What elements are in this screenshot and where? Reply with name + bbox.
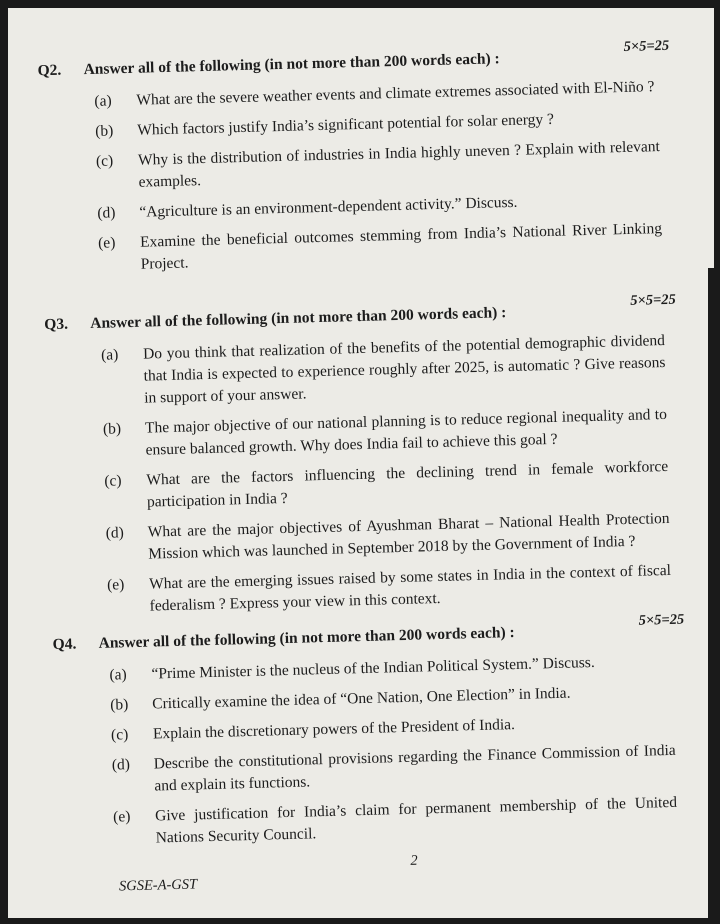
item-text: Why is the distribution of industries in India highly uneven ? Explain with relevant examples. xyxy=(137,138,661,191)
item-label: (e) xyxy=(97,234,116,252)
paper-sheet xyxy=(8,8,714,918)
question-number: Q3. xyxy=(44,315,69,334)
exam-page xyxy=(8,8,714,918)
item-text: Which factors justify India’s significant potential for solar energy ? xyxy=(136,110,555,139)
question-4-section xyxy=(52,611,697,852)
item-label: (a) xyxy=(94,92,112,110)
item-text: Do you think that realization of the benefits of the potential demographic dividend that India is expected to experience roughly after 2025, is automatic ? Give reasons in support of your answer. xyxy=(142,332,666,407)
item-label: (d) xyxy=(97,204,116,222)
question-marks: 5×5=25 xyxy=(630,291,677,309)
item-text: The major objective of our national planning is to reduce regional inequality and to ensure balanced growth. Why does India fail to achieve this goal ? xyxy=(144,405,668,459)
page-number: 2 xyxy=(410,852,418,869)
question-instruction: Answer all of the following (in not more than 200 words each) : xyxy=(98,624,515,652)
question-3-section xyxy=(44,291,692,620)
question-item xyxy=(45,329,687,412)
question-item xyxy=(42,218,683,279)
item-text: “Prime Minister is the nucleus of the Indian Political System.” Discuss. xyxy=(151,653,595,683)
item-label: (d) xyxy=(111,756,131,774)
item-label: (b) xyxy=(95,122,114,140)
question-number: Q2. xyxy=(37,61,62,80)
item-text: What are the factors influencing the declining trend in female workforce participation in India ? xyxy=(146,457,669,511)
item-text: What are the severe weather events and climate extremes associated with El-Niño ? xyxy=(136,78,655,109)
item-label: (e) xyxy=(112,808,131,826)
item-label: (b) xyxy=(102,420,122,438)
item-text: Critically examine the idea of “One Nation, One Election” in India. xyxy=(152,684,571,713)
item-label: (a) xyxy=(109,666,127,684)
item-label: (a) xyxy=(100,346,119,364)
question-item xyxy=(40,136,681,197)
question-item xyxy=(47,403,688,464)
item-text: Explain the discretionary powers of the President of India. xyxy=(152,716,516,743)
question-number: Q4. xyxy=(52,635,77,654)
item-label: (d) xyxy=(105,524,125,542)
scan-shadow-edge xyxy=(708,268,714,918)
question-item xyxy=(56,739,697,800)
question-item xyxy=(57,791,698,852)
item-label: (b) xyxy=(110,696,129,714)
question-instruction: Answer all of the following (in not more than 200 words each) : xyxy=(83,50,500,79)
question-item xyxy=(51,559,692,620)
item-text: “Agriculture is an environment-dependent activity.” Discuss. xyxy=(139,193,518,221)
question-2-section xyxy=(37,37,682,279)
item-text: Examine the beneficial outcomes stemming from India’s National River Linking Project. xyxy=(139,220,663,273)
item-label: (c) xyxy=(95,152,114,170)
item-text: Give justification for India’s claim for permanent membership of the United Nations Security Council. xyxy=(154,793,678,847)
item-text: What are the emerging issues raised by some states in India in the context of fiscal federalism ? Express your view in this context. xyxy=(148,561,672,615)
item-label: (c) xyxy=(110,726,129,744)
question-item xyxy=(48,455,689,516)
item-text: What are the major objectives of Ayushman Bharat – National Health Protection Mission which was launched in September 2018 by the Government of India ? xyxy=(147,509,670,563)
item-label: (e) xyxy=(106,576,125,594)
footer-code: SGSE-A-GST xyxy=(118,876,198,895)
item-text: Describe the constitutional provisions regarding the Finance Commission of India and explain its functions. xyxy=(153,741,676,795)
question-instruction: Answer all of the following (in not more than 200 words each) : xyxy=(90,304,507,333)
question-marks: 5×5=25 xyxy=(623,37,670,55)
question-item xyxy=(49,507,690,568)
question-marks: 5×5=25 xyxy=(638,611,685,629)
item-label: (c) xyxy=(104,472,122,490)
